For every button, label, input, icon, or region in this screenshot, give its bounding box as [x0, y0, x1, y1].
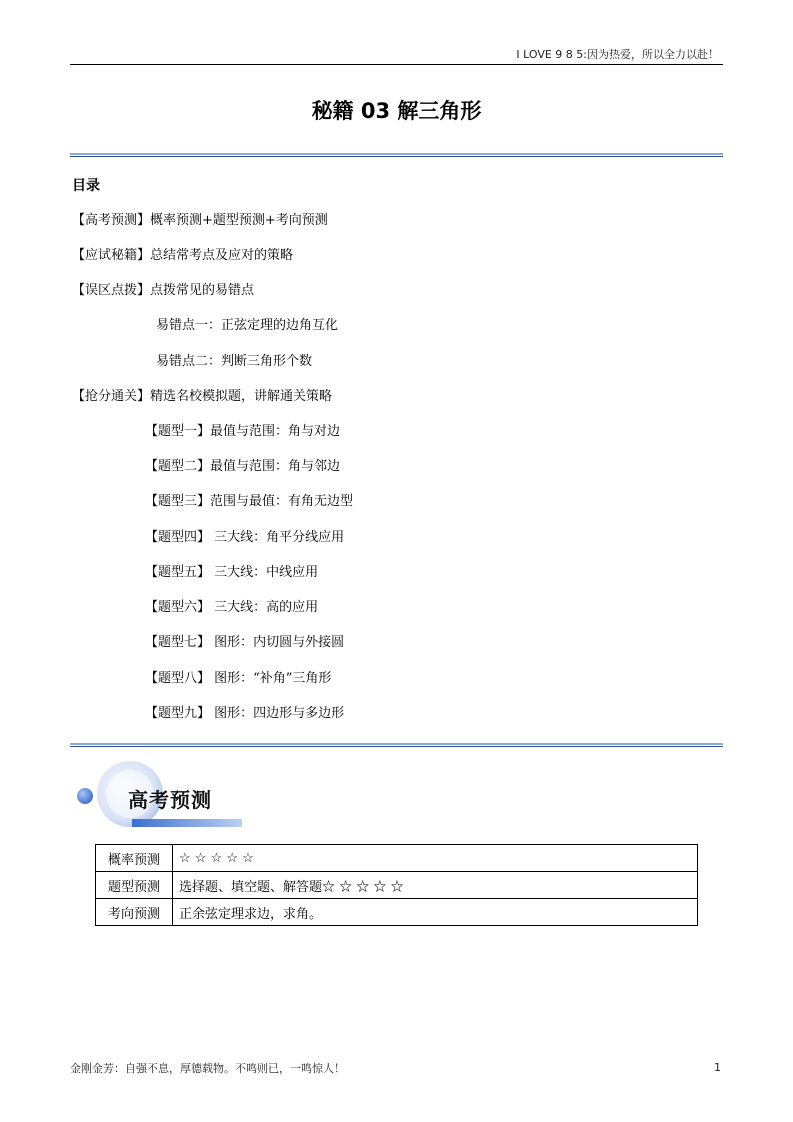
table-row [96, 899, 698, 926]
toc-subitem-type-9: 【题型九】 图形：四边形与多边形 [145, 706, 345, 721]
table-row [96, 872, 698, 899]
banner-dot-icon [77, 788, 93, 804]
toc-subitem-type-3: 【题型三】范围与最值：有角无边型 [145, 494, 354, 509]
toc-item-pitfalls: 【误区点拨】点拨常见的易错点 [72, 283, 255, 298]
toc-heading: 目录 [72, 178, 100, 194]
toc-subitem-pitfall-1: 易错点一：正弦定理的边角互化 [156, 318, 339, 333]
table-row [96, 845, 698, 872]
banner-underline-bar [132, 819, 242, 827]
toc-subitem-pitfall-2: 易错点二：判断三角形个数 [156, 354, 313, 369]
table-cell-value: 正余弦定理求边，求角。 [173, 899, 698, 926]
toc-subitem-type-7: 【题型七】 图形：内切圆与外接圆 [145, 635, 345, 650]
toc-subitem-type-6: 【题型六】 三大线：高的应用 [145, 600, 319, 615]
toc-subitem-type-5: 【题型五】 三大线：中线应用 [145, 565, 319, 580]
table-cell-label: 考向预测 [96, 899, 173, 926]
page-title: 秘籍 03 解三角形 [311, 99, 482, 123]
title-divider [70, 153, 723, 158]
table-cell-value: ☆ ☆ ☆ ☆ ☆ [173, 845, 698, 872]
table-cell-value: 选择题、填空题、解答题☆ ☆ ☆ ☆ ☆ [173, 872, 698, 899]
toc-subitem-type-2: 【题型二】最值与范围：角与邻边 [145, 459, 341, 474]
toc-divider [70, 743, 723, 748]
table-cell-label: 概率预测 [96, 845, 173, 872]
table-cell-label: 题型预测 [96, 872, 173, 899]
page-number: 1 [714, 1061, 721, 1074]
header-rule [70, 64, 723, 65]
footer-motto: 金刚金芳：自强不息，厚德载物。不鸣则已，一鸣惊人！ [70, 1062, 345, 1075]
toc-subitem-type-8: 【题型八】 图形：“补角”三角形 [145, 671, 332, 686]
toc-item-forecast: 【高考预测】概率预测+题型预测+考向预测 [72, 213, 328, 228]
page-header-text: I LOVE 9 8 5:因为热爱，所以全力以赴！ [516, 48, 719, 61]
toc-item-drills: 【抢分通关】精选名校模拟题，讲解通关策略 [72, 389, 333, 404]
section-title-forecast: 高考预测 [128, 788, 212, 812]
toc-subitem-type-4: 【题型四】 三大线：角平分线应用 [145, 530, 345, 545]
forecast-table [95, 844, 698, 926]
toc-item-secrets: 【应试秘籍】总结常考点及应对的策略 [72, 248, 294, 263]
toc-subitem-type-1: 【题型一】最值与范围：角与对边 [145, 424, 341, 439]
